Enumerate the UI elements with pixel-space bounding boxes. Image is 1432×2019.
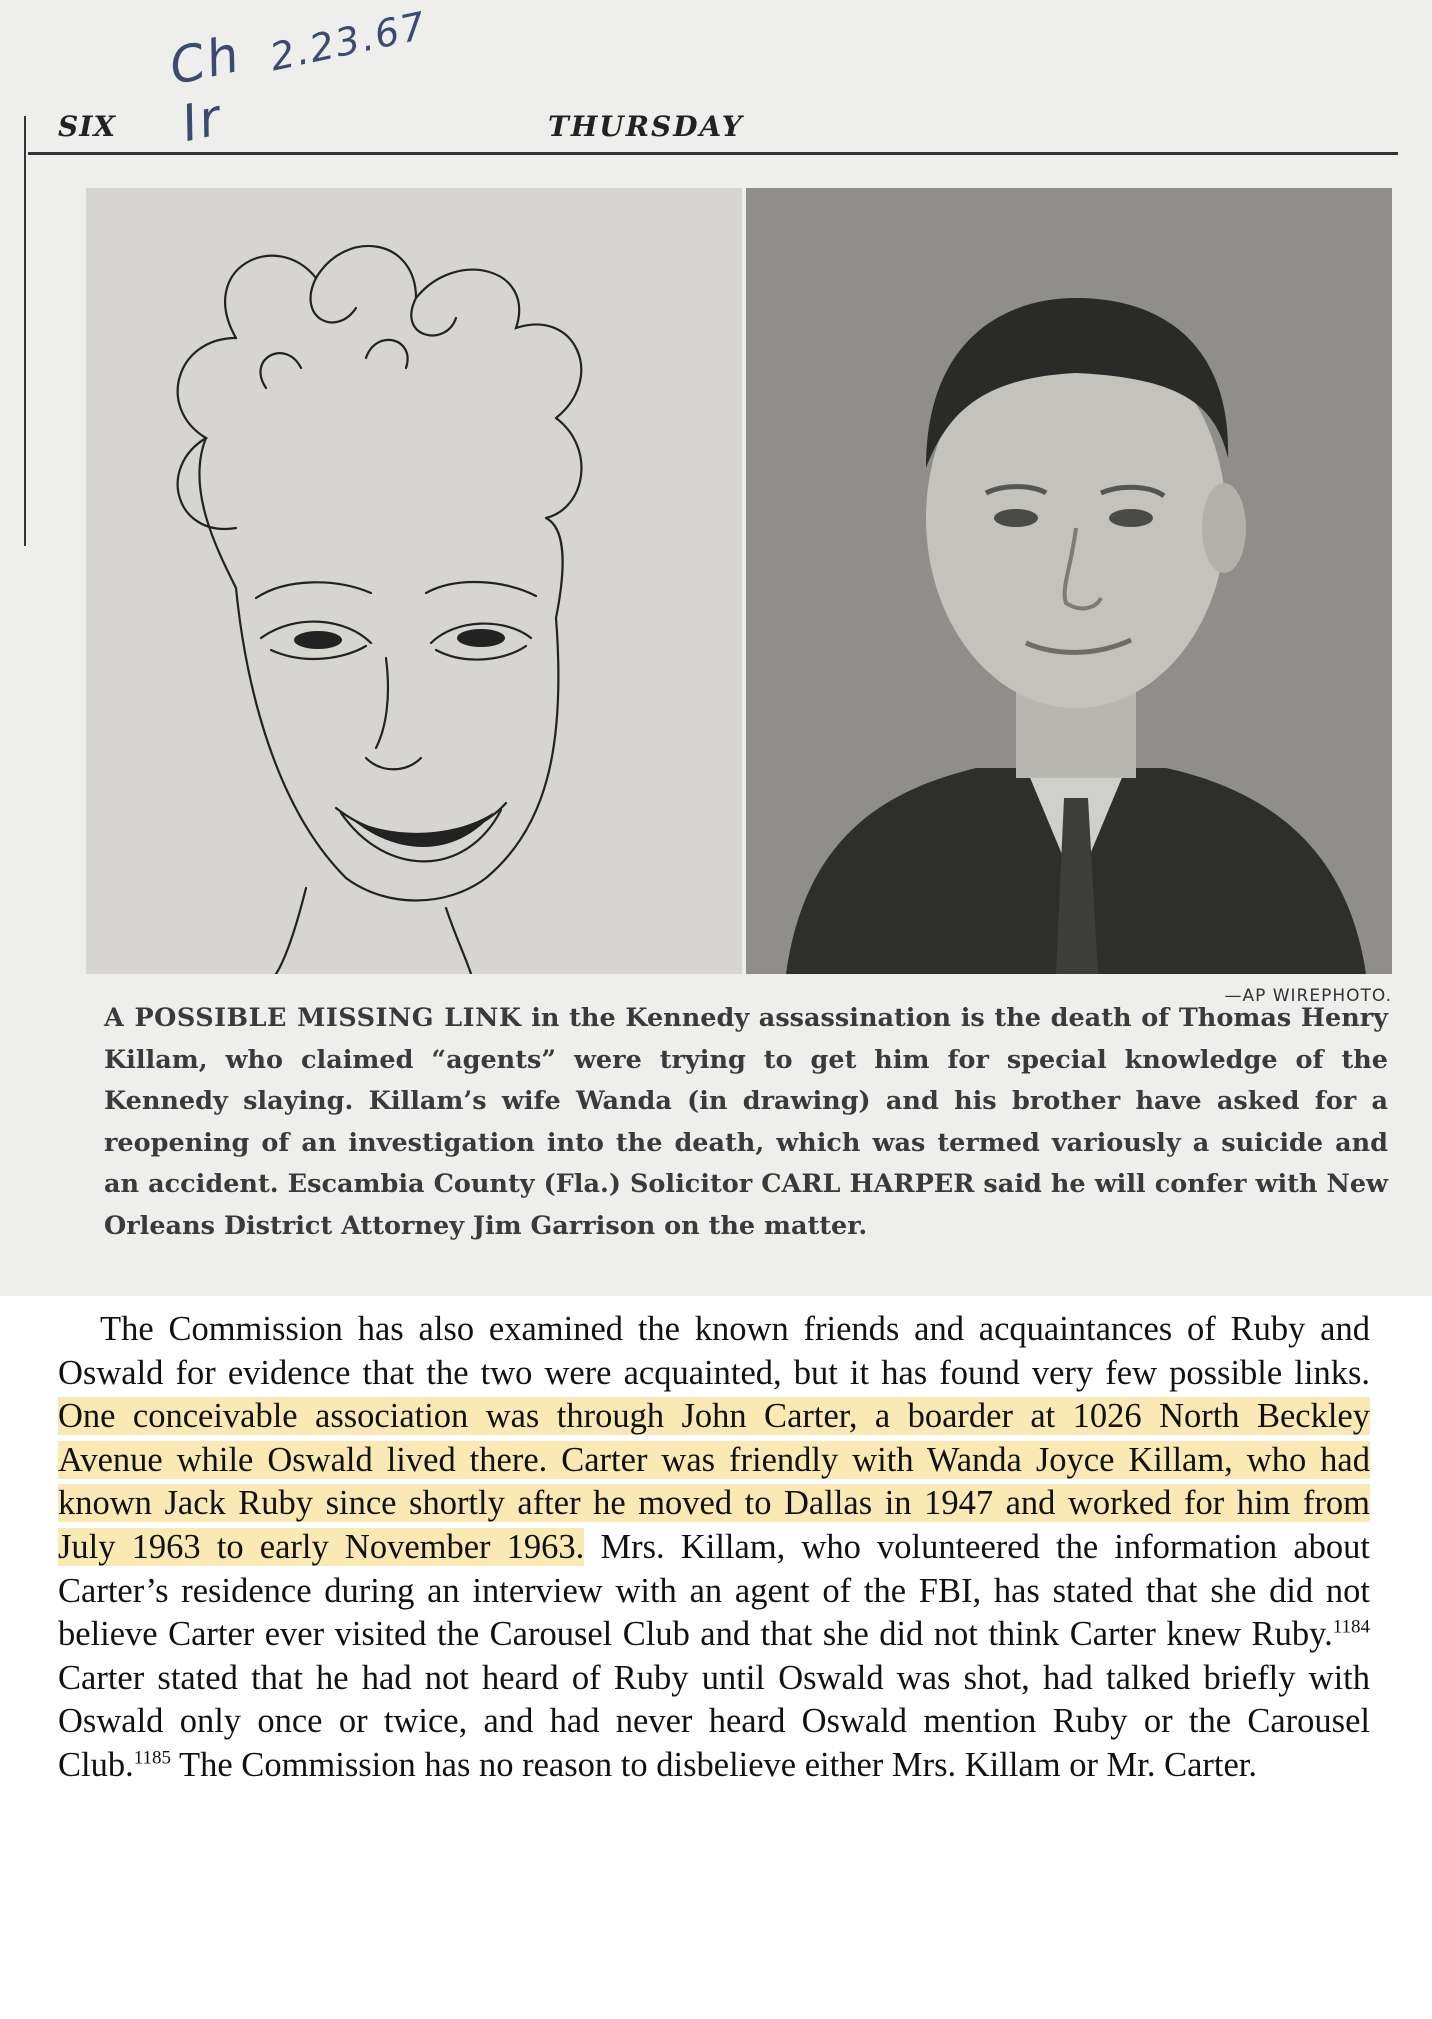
caption-body: in the Kennedy assassination is the death of Thomas Henry Killam, who claimed “agents” were trying to get him for special knowledge of the Kennedy slaying. Killam’s wife Wanda (in drawing) and his brother have asked for a reopening of an investigation into the death, which was termed variously a suicide and an accident. Escambia County (Fla.) Solicitor CARL HARPER said he will confer with New Orleans District Attorney Jim Garrison on the matter. — [104, 1003, 1388, 1241]
report-part-1: The Commission has also examined the known friends and acquaintances of Ruby and Oswald for evidence that the two were acquainted, but it has found very few possible links. — [58, 1310, 1370, 1392]
report-text — [58, 1308, 1370, 1788]
sketch-drawing — [86, 188, 742, 974]
day-label: THURSDAY — [548, 110, 744, 143]
report-part-2: Mrs. Killam, who volunteered the information about Carter’s residence during an interview with an agent of the FBI, has stated that she did not believe Carter ever visited the Carousel Club and that she did not think Carter knew Ruby. — [58, 1527, 1370, 1654]
footnote-1184: 1184 — [1332, 1616, 1370, 1638]
handwritten-initials: Ch Ir — [164, 24, 246, 153]
portrait-photo-art — [746, 188, 1392, 974]
photo-caption — [104, 998, 1388, 1247]
photo-row — [86, 188, 1392, 974]
newspaper-header — [28, 104, 1398, 155]
portrait-photo — [746, 188, 1392, 974]
caption-lead: A POSSIBLE MISSING LINK — [104, 1003, 522, 1033]
clipping-edge-line — [24, 116, 26, 546]
page-label: SIX — [58, 110, 117, 143]
sketch-drawing-art — [86, 188, 742, 974]
report-part-4: The Commission has no reason to disbelieve either Mrs. Killam or Mr. Carter. — [179, 1745, 1257, 1784]
report-part-3: Carter stated that he had not heard of Ruby until Oswald was shot, had talked briefly with Oswald only once or twice, and had never heard Oswald mention Ruby or the Carousel Club. — [58, 1658, 1370, 1784]
highlighted-passage: One conceivable association was through John Carter, a boarder at 1026 North Beckley Avenue while Oswald lived there. Carter was friendly with Wanda Joyce Killam, who had known Jack Ruby since shortly after he moved to Dallas in 1947 and worked for him from July 1963 to early November 1963. — [58, 1397, 1370, 1566]
photo-credit: —AP WIREPHOTO. — [1224, 986, 1392, 1006]
handwritten-date: 2.23.67 — [266, 3, 431, 80]
report-paragraph — [58, 1308, 1370, 1788]
footnote-1185: 1185 — [133, 1747, 172, 1769]
